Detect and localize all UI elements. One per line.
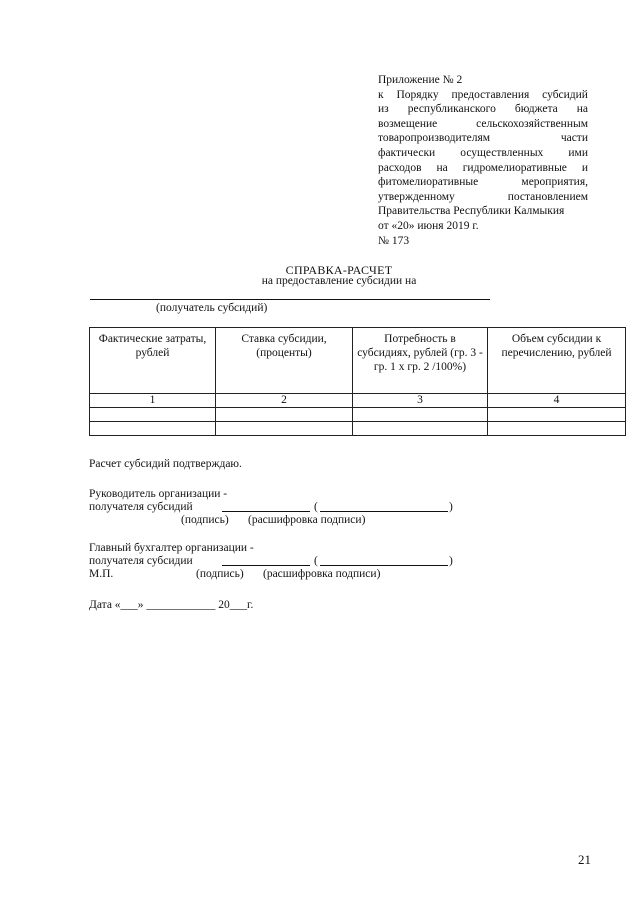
table-header-cell: Потребность в субсидиях, рублей (гр. 3 - гр. 1 х гр. 2 /100%) (353, 328, 488, 394)
head-signature-label: (подпись) (181, 514, 229, 526)
calculation-table (89, 327, 626, 436)
stamp-label: М.П. (89, 568, 114, 580)
table-cell (353, 408, 488, 422)
table-cell (90, 422, 216, 436)
head-paren-open: ( (314, 501, 318, 513)
table-cell (216, 422, 353, 436)
table-header-cell: Фактические затраты, рублей (90, 328, 216, 394)
column-number-cell: 2 (216, 394, 353, 408)
appendix-line: Правительства Республики Калмыкия (378, 205, 565, 218)
column-number-cell: 3 (353, 394, 488, 408)
head-decode-line (320, 500, 448, 512)
table-cell (488, 408, 626, 422)
accountant-decode-line (320, 554, 448, 566)
column-number-cell: 1 (90, 394, 216, 408)
page-number: 21 (578, 852, 591, 867)
appendix-line: Приложение № 2 (378, 74, 463, 86)
appendix-line: утвержденному постановлением (378, 190, 588, 203)
head-title-line2: получателя субсидий (89, 501, 193, 513)
table-header-row (90, 328, 626, 394)
table-cell (90, 408, 216, 422)
appendix-line: к Порядку предоставления субсидий (378, 88, 588, 101)
head-paren-close: ) (449, 501, 453, 513)
table-cell (488, 422, 626, 436)
appendix-line: возмещение сельскохозяйственным (378, 117, 588, 130)
accountant-signature-label: (подпись) (196, 568, 244, 580)
accountant-decode-label: (расшифровка подписи) (263, 568, 381, 580)
appendix-line: расходов на гидромелиоративные и (378, 161, 588, 174)
head-title-line1: Руководитель организации - (89, 488, 228, 500)
appendix-line: из республиканского бюджета на (378, 103, 588, 116)
table-header-cell: Объем субсидии к перечислению, рублей (488, 328, 626, 394)
appendix-line: фитомелиоративные мероприятия, (378, 176, 588, 189)
date-line: Дата «___» ____________ 20___г. (89, 599, 254, 611)
document-title: СПРАВКА-РАСЧЕТ (285, 263, 393, 277)
appendix-block (378, 73, 588, 248)
table-header-cell: Ставка субсидии, (проценты) (216, 328, 353, 394)
head-decode-label: (расшифровка подписи) (248, 514, 366, 526)
accountant-title-line1: Главный бухгалтер организации - (89, 542, 254, 554)
table-row (90, 394, 626, 408)
appendix-line: от «20» июня 2019 г. (378, 219, 479, 232)
table-row (90, 422, 626, 436)
appendix-line: № 173 (378, 234, 410, 247)
table-row (90, 408, 626, 422)
appendix-line: товаропроизводителям части (378, 132, 588, 145)
accountant-paren-open: ( (314, 555, 318, 567)
confirmation-text: Расчет субсидий подтверждаю. (89, 458, 242, 470)
document-subtitle: на предоставление субсидии на (261, 275, 417, 287)
table-cell (216, 408, 353, 422)
accountant-paren-close: ) (449, 555, 453, 567)
head-signature-line (222, 500, 310, 512)
table-cell (353, 422, 488, 436)
recipient-blank-line (90, 299, 490, 300)
accountant-title-line2: получателя субсидии (89, 555, 193, 567)
column-number-cell: 4 (488, 394, 626, 408)
accountant-signature-line (222, 554, 310, 566)
appendix-line: фактически осуществленных ими (378, 146, 588, 159)
recipient-label: (получатель субсидий) (156, 302, 268, 314)
